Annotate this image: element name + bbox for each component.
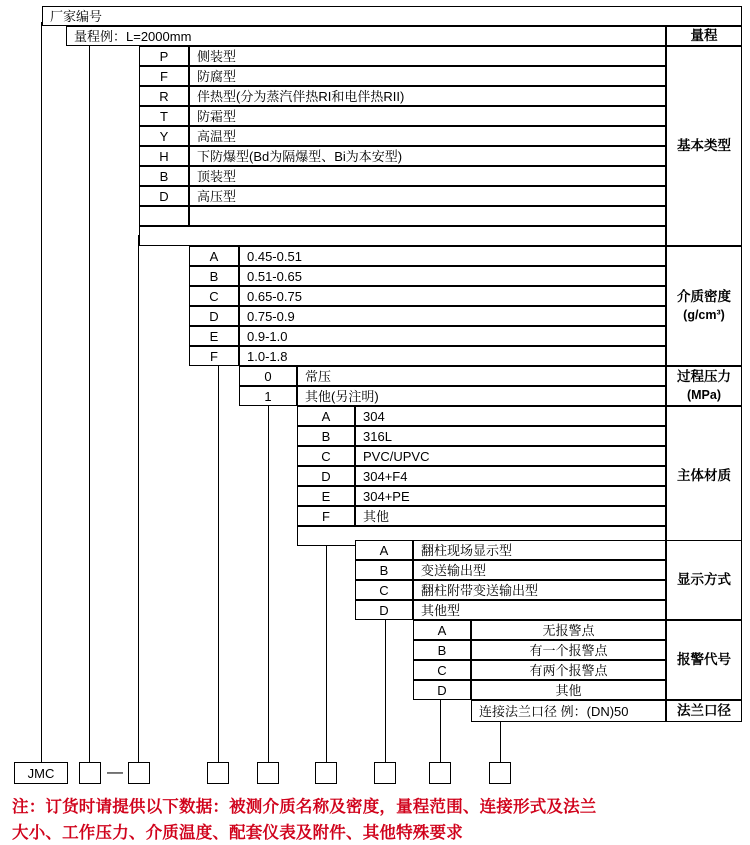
code-alarm-3: D (413, 680, 471, 700)
desc-material-2: PVC/UPVC (355, 446, 666, 466)
desc-basic-type-2: 伴热型(分为蒸汽伴热RI和电伴热RII) (189, 86, 666, 106)
category-medium-density: 介质密度 (g/cm³) (666, 246, 742, 366)
order-note (12, 795, 742, 845)
code-basic-type-1: F (139, 66, 189, 86)
leader-line-manufacturer (41, 22, 42, 762)
category-body-material: 主体材质 (666, 406, 742, 546)
order-note-line1: 注：订货时请提供以下数据：被测介质名称及密度，量程范围、连接形式及法兰 (12, 798, 597, 816)
desc-pressure-1: 其他(另注明) (297, 386, 666, 406)
desc-display-2: 翻柱附带变送输出型 (413, 580, 666, 600)
desc-material-5: 其他 (355, 506, 666, 526)
category-flange-diameter: 法兰口径 (666, 700, 742, 722)
leader-line-basic-type (138, 235, 139, 762)
code-slot-basic-type[interactable] (128, 762, 150, 784)
code-display-1: B (355, 560, 413, 580)
leader-line-alarm (440, 695, 441, 762)
row-manufacturer-no (42, 6, 742, 26)
leader-line-flange (500, 722, 501, 762)
order-note-line2: 大小、工作压力、介质温度、配套仪表及附件、其他特殊要求 (12, 823, 463, 842)
code-slot-display[interactable] (374, 762, 396, 784)
code-density-3: D (189, 306, 239, 326)
desc-basic-type-3: 防霜型 (189, 106, 666, 126)
category-display-mode: 显示方式 (666, 540, 742, 620)
desc-material-4: 304+PE (355, 486, 666, 506)
code-material-4: E (297, 486, 355, 506)
code-alarm-2: C (413, 660, 471, 680)
desc-display-3: 其他型 (413, 600, 666, 620)
code-slot-range[interactable] (79, 762, 101, 784)
desc-flange-diameter: 连接法兰口径 例：(DN)50 (471, 700, 666, 722)
spacer-basic-type (139, 226, 666, 246)
code-density-5: F (189, 346, 239, 366)
code-basic-type-2: R (139, 86, 189, 106)
desc-basic-type-1: 防腐型 (189, 66, 666, 86)
desc-density-1: 0.51-0.65 (239, 266, 666, 286)
leader-line-range (89, 42, 90, 762)
desc-material-1: 316L (355, 426, 666, 446)
code-density-4: E (189, 326, 239, 346)
code-material-3: D (297, 466, 355, 486)
medium-density-unit: (g/cm³) (683, 307, 725, 322)
code-basic-type-6: B (139, 166, 189, 186)
desc-basic-type-0: 侧装型 (189, 46, 666, 66)
row-range-example (66, 26, 666, 46)
desc-basic-type-5: 下防爆型(Bd为隔爆型、Bi为本安型) (189, 146, 666, 166)
desc-density-2: 0.65-0.75 (239, 286, 666, 306)
leader-line-pressure (268, 395, 269, 762)
range-example-label: 量程例：L=2000mm (74, 28, 192, 44)
desc-basic-type-blank (189, 206, 666, 226)
code-basic-type-3: T (139, 106, 189, 126)
desc-display-1: 变送输出型 (413, 560, 666, 580)
code-basic-type-0: P (139, 46, 189, 66)
code-display-0: A (355, 540, 413, 560)
code-basic-type-blank (139, 206, 189, 226)
code-slot-material[interactable] (315, 762, 337, 784)
desc-pressure-0: 常压 (297, 366, 666, 386)
code-pressure-0: 0 (239, 366, 297, 386)
code-slot-density[interactable] (207, 762, 229, 784)
desc-alarm-1: 有一个报警点 (471, 640, 666, 660)
category-process-pressure: 过程压力 (MPa) (666, 366, 742, 406)
code-basic-type-5: H (139, 146, 189, 166)
code-material-0: A (297, 406, 355, 426)
desc-alarm-3: 其他 (471, 680, 666, 700)
desc-density-3: 0.75-0.9 (239, 306, 666, 326)
code-display-2: C (355, 580, 413, 600)
model-code-label: JMC (27, 765, 55, 781)
code-density-1: B (189, 266, 239, 286)
leader-line-display (385, 615, 386, 762)
desc-basic-type-6: 顶装型 (189, 166, 666, 186)
code-material-1: B (297, 426, 355, 446)
category-alarm-code: 报警代号 (666, 620, 742, 700)
desc-alarm-0: 无报警点 (471, 620, 666, 640)
desc-density-4: 0.9-1.0 (239, 326, 666, 346)
model-code-box[interactable] (14, 762, 68, 784)
code-pressure-1: 1 (239, 386, 297, 406)
code-alarm-1: B (413, 640, 471, 660)
desc-basic-type-4: 高温型 (189, 126, 666, 146)
code-display-3: D (355, 600, 413, 620)
desc-density-0: 0.45-0.51 (239, 246, 666, 266)
process-pressure-unit: (MPa) (686, 387, 722, 402)
category-range: 量程 (666, 26, 742, 46)
code-slot-alarm[interactable] (429, 762, 451, 784)
code-basic-type-4: Y (139, 126, 189, 146)
desc-material-3: 304+F4 (355, 466, 666, 486)
code-material-2: C (297, 446, 355, 466)
code-density-0: A (189, 246, 239, 266)
code-basic-type-7: D (139, 186, 189, 206)
code-slot-pressure[interactable] (257, 762, 279, 784)
category-basic-type: 基本类型 (666, 46, 742, 246)
code-density-2: C (189, 286, 239, 306)
desc-material-0: 304 (355, 406, 666, 426)
code-material-5: F (297, 506, 355, 526)
leader-line-density (218, 355, 219, 762)
desc-basic-type-7: 高压型 (189, 186, 666, 206)
desc-display-0: 翻柱现场显示型 (413, 540, 666, 560)
leader-line-material (326, 520, 327, 762)
manufacturer-no-label: 厂家编号 (50, 8, 103, 24)
code-slot-flange[interactable] (489, 762, 511, 784)
desc-alarm-2: 有两个报警点 (471, 660, 666, 680)
code-alarm-0: A (413, 620, 471, 640)
desc-density-5: 1.0-1.8 (239, 346, 666, 366)
code-separator-dash: — (107, 764, 123, 781)
